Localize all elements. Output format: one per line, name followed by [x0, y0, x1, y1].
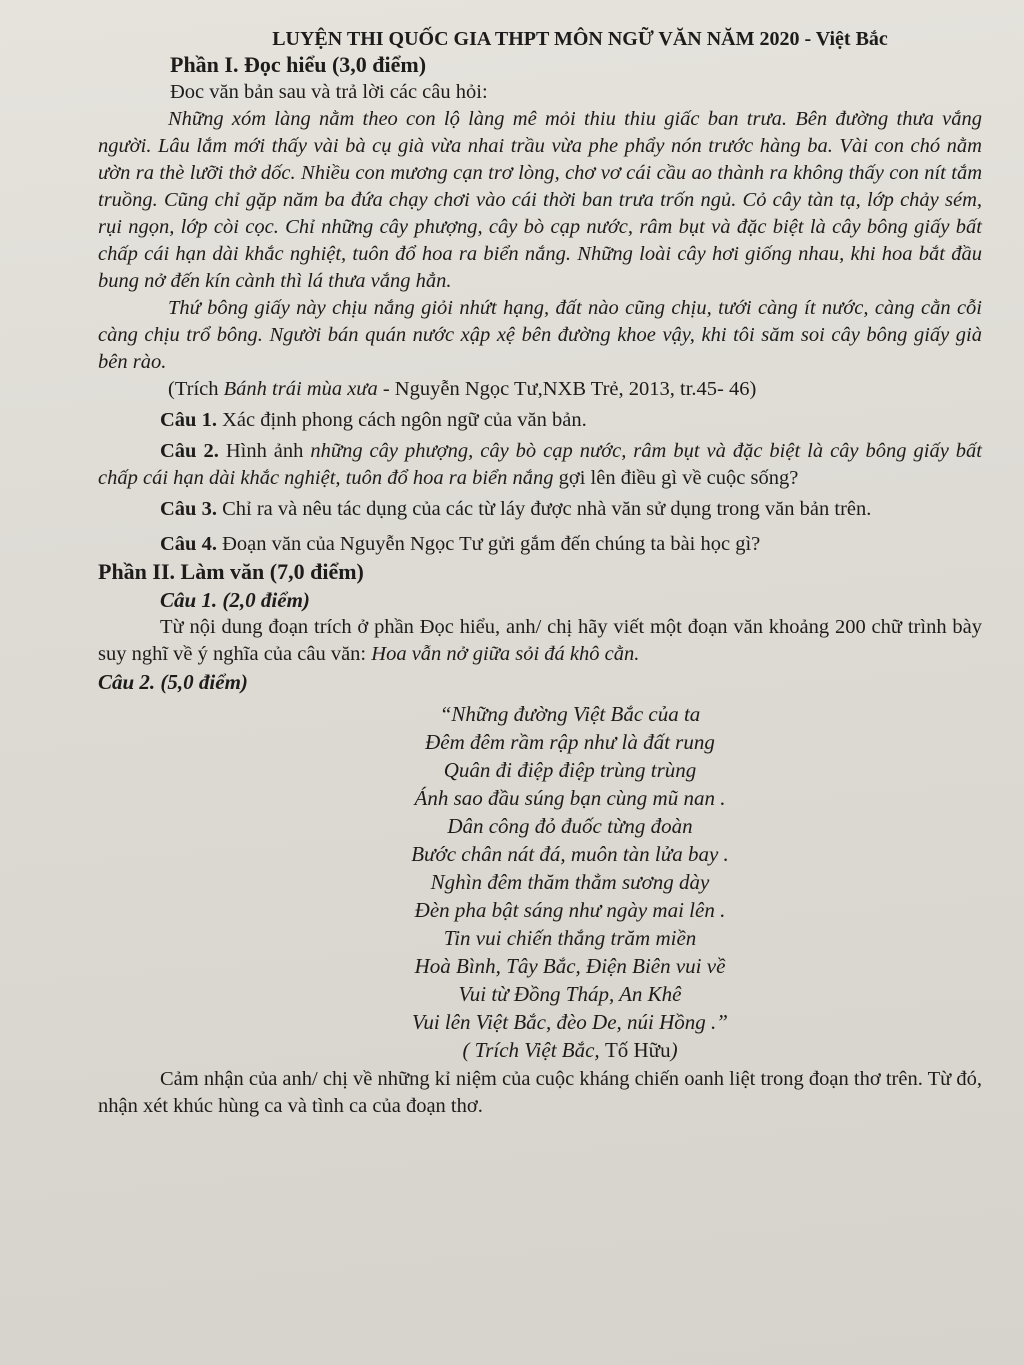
passage-paragraph-2: Thứ bông giấy này chịu nắng giỏi nhứt hạng, đất nào cũng chịu, tưới càng ít nước, càng cằn cỗi càng chịu trổ bông. Người bán quán nước xập xệ bên đường khoe vậy, khi tôi săm soi cây bông giấy già bên rào. — [98, 297, 982, 373]
part2-question-1-quote: Hoa vẫn nở giữa sỏi đá khô cằn. — [371, 643, 640, 665]
poem-line: Vui từ Đồng Tháp, An Khê — [458, 982, 682, 1006]
poem-line: Vui lên Việt Bắc, đèo De, núi Hồng .” — [412, 1010, 728, 1034]
exam-content — [98, 28, 982, 1120]
poem-line: Bước chân nát đá, muôn tàn lửa bay . — [411, 842, 729, 866]
passage-paragraph-1: Những xóm làng nằm theo con lộ làng mê mỏi thiu thiu giấc ban trưa. Bên đường thưa vắng người. Lâu lắm mới thấy vài bà cụ già vừa nhai trầu vừa phe phẩy nón trước hàng ba. Vài con chó nằm ườn ra thè lưỡi thở dốc. Nhiều con mương cạn trơ lòng, chơ vơ cái cầu ao thành ra không thấy con nít tắm truồng. Cũng chỉ gặp năm ba đứa chạy chơi vào cái thời ban trưa trốn ngủ. Cỏ cây tàn tạ, lớp chảy sém, rụi ngọn, lớp còi cọc. Chỉ những cây phượng, cây bò cạp nước, râm bụt và đặc biệt là cây bông giấy bất chấp cái hạn dài khắc nghiệt, tuôn đổ hoa ra biển nắng. Những loài cây hơi giống nhau, khi hoa bắt đầu bung nở đến kín cành thì lá thưa vắng hẳn. — [98, 108, 982, 292]
poem-line: Dân công đỏ đuốc từng đoàn — [447, 814, 693, 838]
part2-question-2-task: Cảm nhận của anh/ chị về những kỉ niệm của cuộc kháng chiến oanh liệt trong đoạn thơ trên. Từ đó, nhận xét khúc hùng ca và tình ca của đoạn thơ. — [98, 1068, 982, 1117]
question-1-text: Xác định phong cách ngôn ngữ của văn bản. — [216, 409, 587, 431]
poem-source — [158, 1036, 982, 1064]
part2-question-2-heading: Câu 2. (5,0 điểm) — [98, 670, 248, 694]
part2-question-1-text — [98, 614, 982, 668]
poem-source-prefix: ( Trích Việt Bắc, — [462, 1038, 605, 1062]
question-1-label: Câu 1. — [160, 409, 217, 431]
question-2-label: Câu 2. — [160, 440, 219, 462]
passage-source — [98, 376, 982, 403]
source-book-title: Bánh trái mùa xưa — [223, 378, 378, 400]
poem-line: Quân đi điệp điệp trùng trùng — [443, 758, 697, 782]
question-1 — [98, 407, 982, 434]
poem-line: Đêm đêm rầm rập như là đất rung — [425, 730, 715, 754]
poem-line: “Những đường Việt Bắc của ta — [439, 702, 701, 726]
part2-question-1-heading: Câu 1. (2,0 điểm) — [160, 588, 310, 612]
poem-line: Đèn pha bật sáng như ngày mai lên . — [414, 898, 726, 922]
source-prefix: (Trích — [168, 378, 224, 400]
question-2-pre: Hình ảnh — [218, 440, 311, 462]
question-2-post: gợi lên điều gì về cuộc sống? — [553, 467, 799, 489]
poem-source-author: Tố Hữu — [604, 1038, 671, 1062]
poem-line: Ánh sao đầu súng bạn cùng mũ nan . — [414, 786, 726, 810]
question-2-quote: những cây phượng, cây bò cạp nước, râm bụt và đặc biệt là cây bông giấy bất chấp cái hạn dài khắc nghiệt, tuôn đổ hoa ra biển nắng — [98, 440, 982, 489]
part2-question-1-prompt: Từ nội dung đoạn trích ở phần Đọc hiểu, anh/ chị hãy viết một đoạn văn khoảng 200 chữ trình bày suy nghĩ về ý nghĩa của câu văn: — [98, 616, 982, 665]
question-2 — [98, 438, 982, 492]
exam-title: LUYỆN THI QUỐC GIA THPT MÔN NGỮ VĂN NĂM 2020 - Việt Bắc — [272, 28, 888, 50]
question-3 — [98, 496, 982, 523]
question-4-text: Đoạn văn của Nguyễn Ngọc Tư gửi gắm đến chúng ta bài học gì? — [216, 533, 761, 555]
question-4 — [98, 531, 982, 558]
question-4-label: Câu 4. — [160, 533, 217, 555]
poem-excerpt — [98, 700, 982, 1064]
question-3-label: Câu 3. — [160, 498, 217, 520]
poem-source-suffix: ) — [670, 1038, 678, 1062]
poem-line: Tin vui chiến thắng trăm miền — [443, 926, 697, 950]
source-suffix: - Nguyễn Ngọc Tư,NXB Trẻ, 2013, tr.45- 46) — [377, 378, 757, 400]
poem-line: Nghìn đêm thăm thẳm sương dày — [430, 870, 710, 894]
part1-instruction: Đoc văn bản sau và trả lời các câu hỏi: — [170, 81, 488, 103]
poem-line: Hoà Bình, Tây Bắc, Điện Biên vui về — [414, 954, 726, 978]
part1-heading: Phần I. Đọc hiểu (3,0 điểm) — [170, 52, 427, 77]
part2-heading: Phần II. Làm văn (7,0 điểm) — [98, 559, 364, 584]
question-3-text: Chỉ ra và nêu tác dụng của các từ láy được nhà văn sử dụng trong văn bản trên. — [216, 498, 872, 520]
